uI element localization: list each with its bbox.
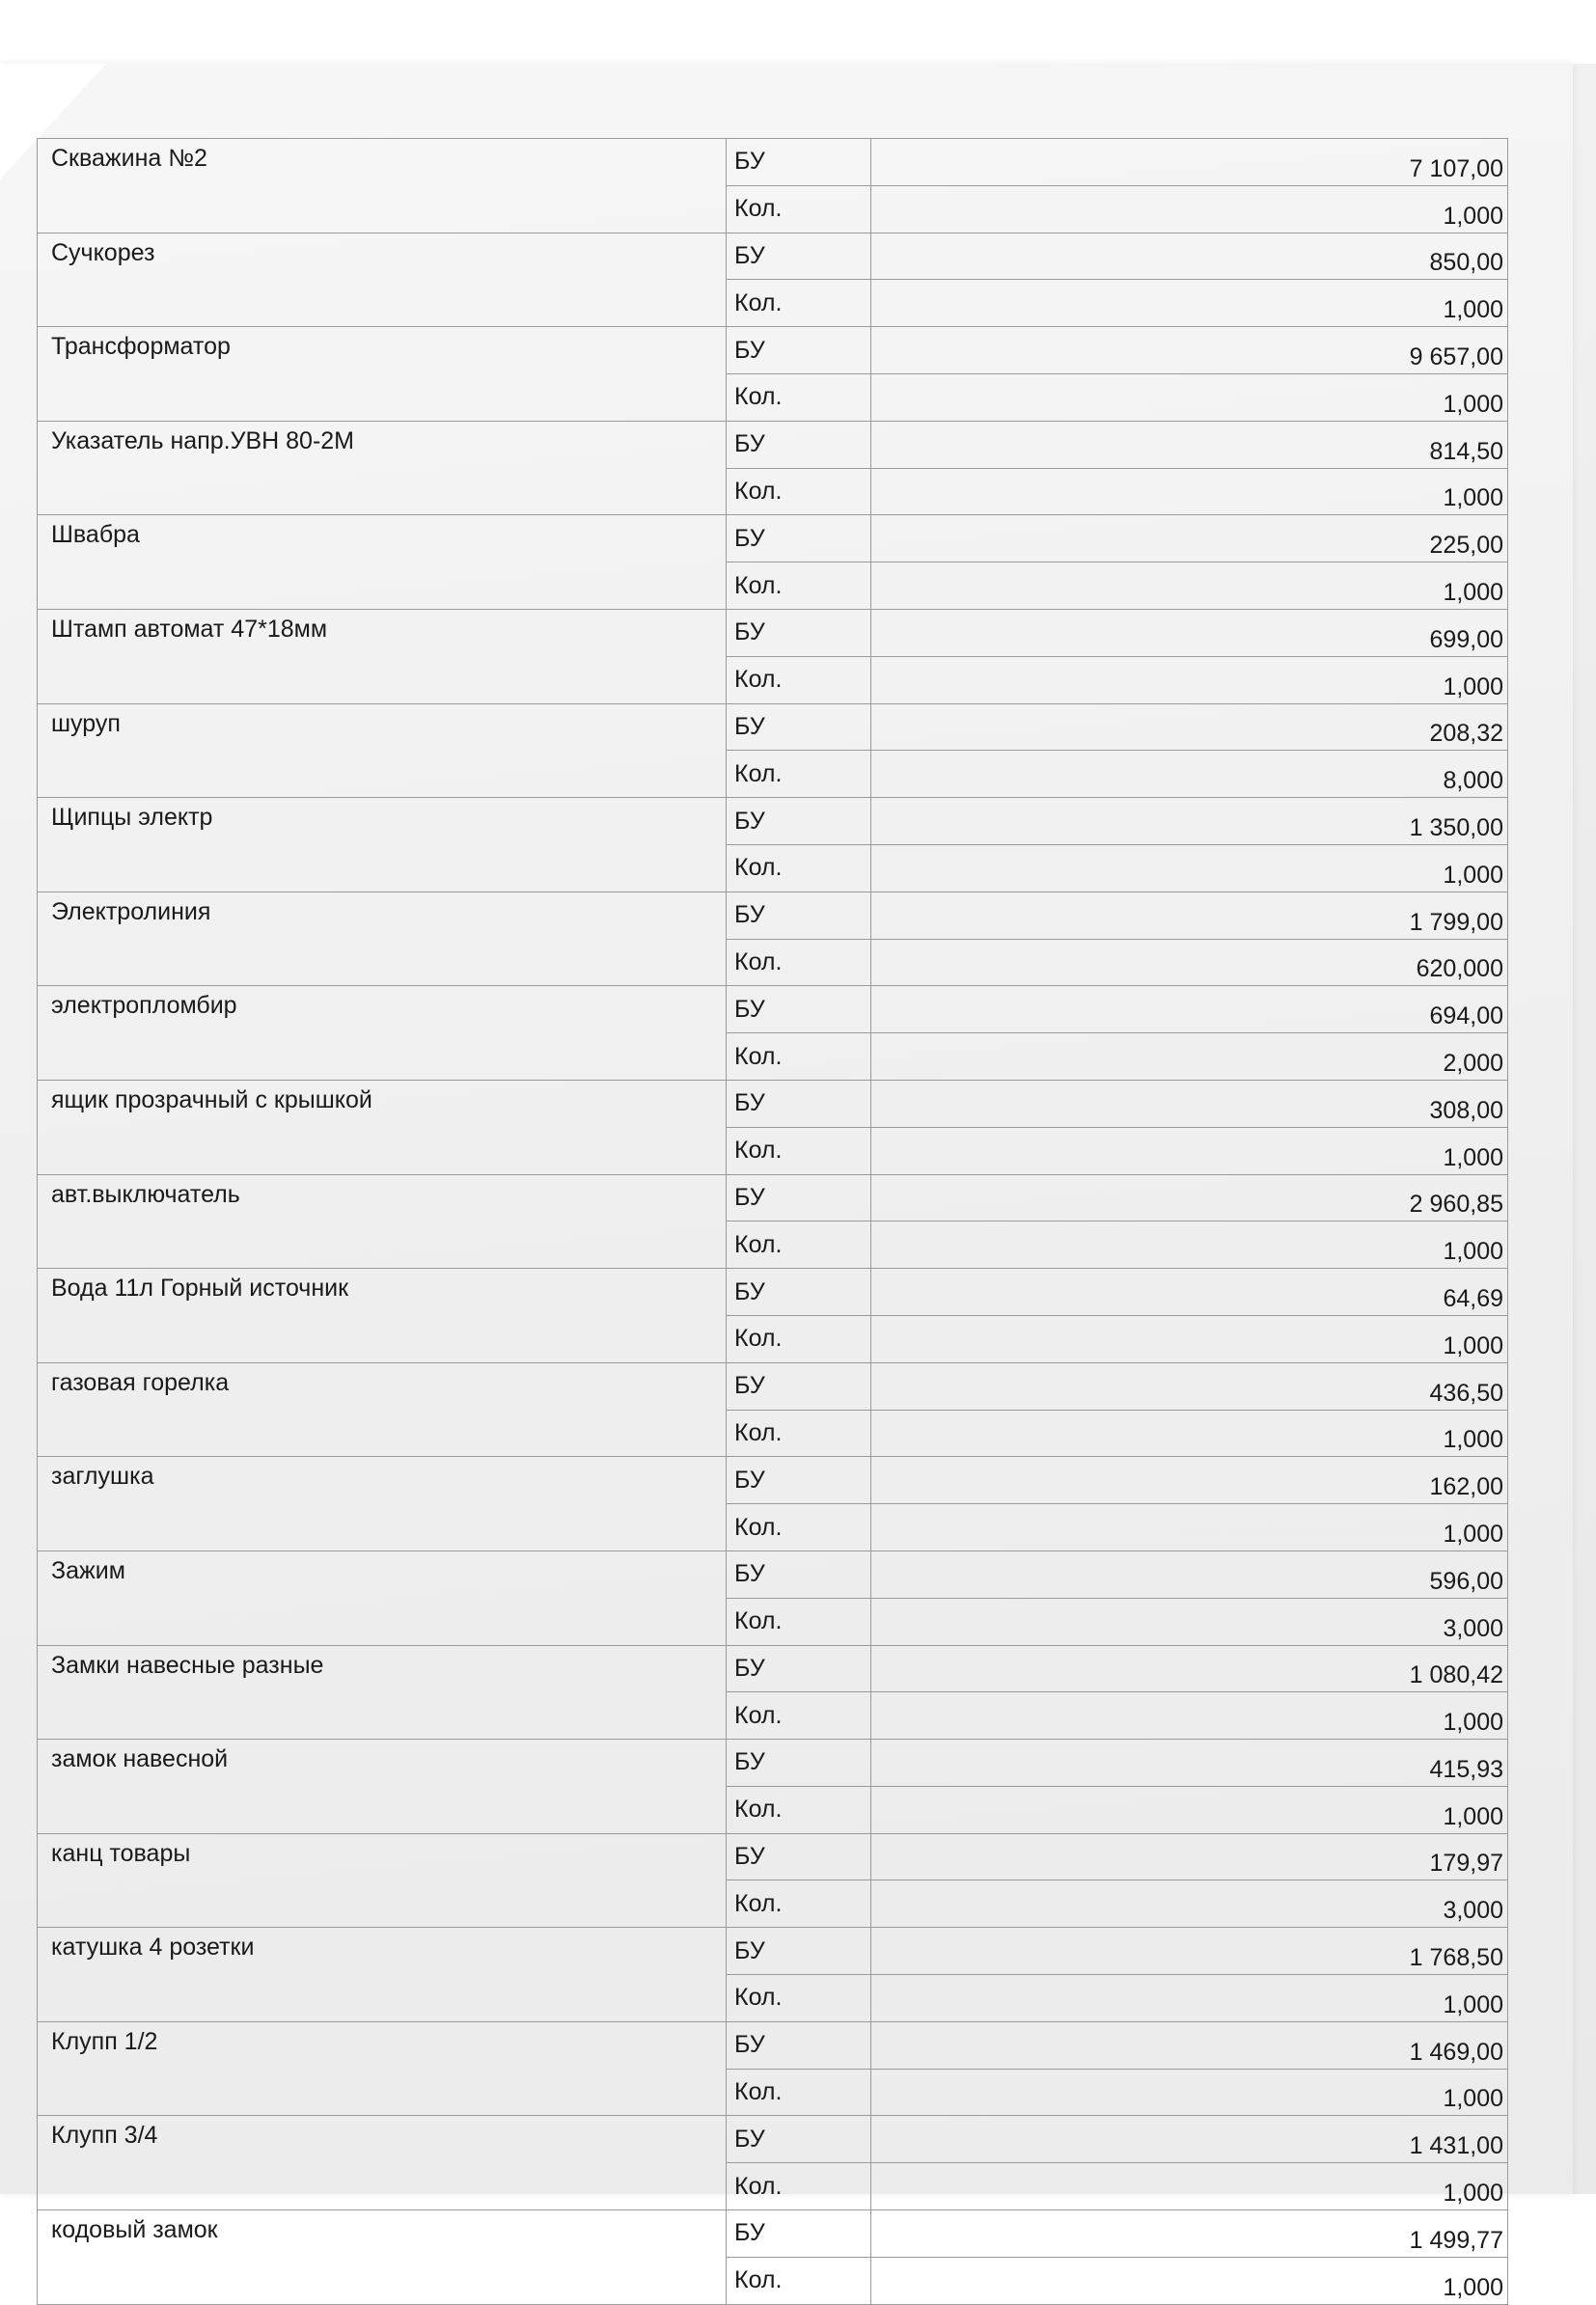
table-row: [38, 1174, 1508, 1221]
item-name: Замки навесные разные: [38, 1645, 727, 1740]
qty-value: 1,000: [871, 2069, 1508, 2116]
qty-value: 3,000: [871, 1598, 1508, 1645]
qty-label: Кол.: [727, 1315, 871, 1362]
bu-value: 1 080,42: [871, 1645, 1508, 1692]
bu-label: БУ: [727, 1362, 871, 1410]
item-name: Швабра: [38, 515, 727, 610]
table-row: [38, 1740, 1508, 1787]
qty-label: Кол.: [727, 1598, 871, 1645]
bu-label: БУ: [727, 1740, 871, 1787]
qty-value: 1,000: [871, 185, 1508, 233]
table-row: [38, 2116, 1508, 2163]
bu-label: БУ: [727, 1833, 871, 1880]
bu-value: 2 960,85: [871, 1174, 1508, 1221]
item-name: Клупп 1/2: [38, 2021, 727, 2116]
qty-value: 2,000: [871, 1033, 1508, 1081]
table-row: [38, 1833, 1508, 1880]
bu-label: БУ: [727, 798, 871, 845]
item-name: Щипцы электр: [38, 798, 727, 892]
table-row: [38, 515, 1508, 563]
item-name: Трансформатор: [38, 327, 727, 422]
bu-value: 1 799,00: [871, 892, 1508, 939]
bu-value: 699,00: [871, 609, 1508, 656]
qty-label: Кол.: [727, 1221, 871, 1269]
inventory-table: [37, 138, 1508, 2305]
item-name: шуруп: [38, 703, 727, 798]
bu-value: 1 431,00: [871, 2116, 1508, 2163]
bu-value: 1 469,00: [871, 2021, 1508, 2069]
qty-label: Кол.: [727, 1410, 871, 1457]
bu-value: 225,00: [871, 515, 1508, 563]
qty-label: Кол.: [727, 1127, 871, 1174]
bu-value: 1 350,00: [871, 798, 1508, 845]
qty-value: 1,000: [871, 656, 1508, 703]
bu-value: 64,69: [871, 1269, 1508, 1316]
qty-label: Кол.: [727, 1786, 871, 1833]
qty-value: 1,000: [871, 1315, 1508, 1362]
bu-label: БУ: [727, 1550, 871, 1598]
table-row: [38, 1928, 1508, 1975]
item-name: газовая горелка: [38, 1362, 727, 1457]
item-name: Указатель напр.УВН 80-2М: [38, 421, 727, 515]
qty-value: 1,000: [871, 2257, 1508, 2304]
bu-label: БУ: [727, 515, 871, 563]
qty-value: 1,000: [871, 1975, 1508, 2022]
qty-value: 1,000: [871, 1786, 1508, 1833]
bu-value: 162,00: [871, 1457, 1508, 1504]
bu-value: 1 768,50: [871, 1928, 1508, 1975]
qty-label: Кол.: [727, 1975, 871, 2022]
qty-label: Кол.: [727, 844, 871, 892]
item-name: Клупп 3/4: [38, 2116, 727, 2210]
qty-value: 1,000: [871, 844, 1508, 892]
item-name: кодовый замок: [38, 2210, 727, 2305]
qty-value: 8,000: [871, 751, 1508, 798]
qty-value: 1,000: [871, 563, 1508, 610]
qty-value: 1,000: [871, 1127, 1508, 1174]
item-name: электропломбир: [38, 986, 727, 1081]
bu-value: 415,93: [871, 1740, 1508, 1787]
qty-value: 1,000: [871, 280, 1508, 327]
bu-label: БУ: [727, 986, 871, 1033]
item-name: ящик прозрачный с крышкой: [38, 1080, 727, 1174]
qty-label: Кол.: [727, 2069, 871, 2116]
table-row: [38, 1269, 1508, 1316]
table-row: [38, 798, 1508, 845]
bu-value: 9 657,00: [871, 327, 1508, 374]
table-row: [38, 2021, 1508, 2069]
qty-label: Кол.: [727, 373, 871, 421]
bu-label: БУ: [727, 1174, 871, 1221]
table-row: [38, 233, 1508, 280]
item-name: авт.выключатель: [38, 1174, 727, 1269]
bu-value: 596,00: [871, 1550, 1508, 1598]
qty-label: Кол.: [727, 751, 871, 798]
qty-label: Кол.: [727, 656, 871, 703]
table-row: [38, 1362, 1508, 1410]
qty-label: Кол.: [727, 1880, 871, 1928]
qty-value: 1,000: [871, 1692, 1508, 1740]
qty-label: Кол.: [727, 939, 871, 986]
qty-value: 620,000: [871, 939, 1508, 986]
bu-label: БУ: [727, 703, 871, 751]
bu-label: БУ: [727, 1080, 871, 1127]
item-name: Сучкорез: [38, 233, 727, 327]
item-name: Вода 11л Горный источник: [38, 1269, 727, 1363]
table-row: [38, 2210, 1508, 2258]
item-name: заглушка: [38, 1457, 727, 1551]
bu-label: БУ: [727, 139, 871, 186]
bu-value: 1 499,77: [871, 2210, 1508, 2258]
qty-label: Кол.: [727, 185, 871, 233]
bu-label: БУ: [727, 1928, 871, 1975]
bu-value: 179,97: [871, 1833, 1508, 1880]
table-row: [38, 139, 1508, 186]
qty-label: Кол.: [727, 563, 871, 610]
qty-value: 1,000: [871, 1504, 1508, 1551]
qty-label: Кол.: [727, 2163, 871, 2210]
item-name: замок навесной: [38, 1740, 727, 1834]
qty-label: Кол.: [727, 1692, 871, 1740]
bu-value: 7 107,00: [871, 139, 1508, 186]
qty-value: 1,000: [871, 2163, 1508, 2210]
qty-label: Кол.: [727, 280, 871, 327]
table-row: [38, 892, 1508, 939]
bu-label: БУ: [727, 233, 871, 280]
qty-label: Кол.: [727, 2257, 871, 2304]
qty-value: 1,000: [871, 468, 1508, 515]
qty-value: 3,000: [871, 1880, 1508, 1928]
table-row: [38, 1080, 1508, 1127]
bu-label: БУ: [727, 2021, 871, 2069]
bu-label: БУ: [727, 1269, 871, 1316]
bu-value: 208,32: [871, 703, 1508, 751]
bu-label: БУ: [727, 1645, 871, 1692]
bu-value: 308,00: [871, 1080, 1508, 1127]
table-row: [38, 421, 1508, 468]
bu-label: БУ: [727, 892, 871, 939]
item-name: Штамп автомат 47*18мм: [38, 609, 727, 703]
item-name: канц товары: [38, 1833, 727, 1928]
qty-value: 1,000: [871, 373, 1508, 421]
bu-value: 694,00: [871, 986, 1508, 1033]
qty-value: 1,000: [871, 1410, 1508, 1457]
item-name: Зажим: [38, 1550, 727, 1645]
item-name: катушка 4 розетки: [38, 1928, 727, 2022]
bu-label: БУ: [727, 2210, 871, 2258]
table-row: [38, 609, 1508, 656]
qty-label: Кол.: [727, 1033, 871, 1081]
table-row: [38, 986, 1508, 1033]
qty-value: 1,000: [871, 1221, 1508, 1269]
bu-value: 850,00: [871, 233, 1508, 280]
qty-label: Кол.: [727, 468, 871, 515]
table-row: [38, 1550, 1508, 1598]
bu-label: БУ: [727, 609, 871, 656]
bu-label: БУ: [727, 1457, 871, 1504]
bu-label: БУ: [727, 2116, 871, 2163]
table-row: [38, 703, 1508, 751]
bu-value: 436,50: [871, 1362, 1508, 1410]
bu-label: БУ: [727, 421, 871, 468]
bu-label: БУ: [727, 327, 871, 374]
bu-value: 814,50: [871, 421, 1508, 468]
qty-label: Кол.: [727, 1504, 871, 1551]
item-name: Электролиния: [38, 892, 727, 986]
table-row: [38, 327, 1508, 374]
table-row: [38, 1645, 1508, 1692]
table-row: [38, 1457, 1508, 1504]
item-name: Скважина №2: [38, 139, 727, 233]
inventory-table-body: [38, 139, 1508, 2305]
